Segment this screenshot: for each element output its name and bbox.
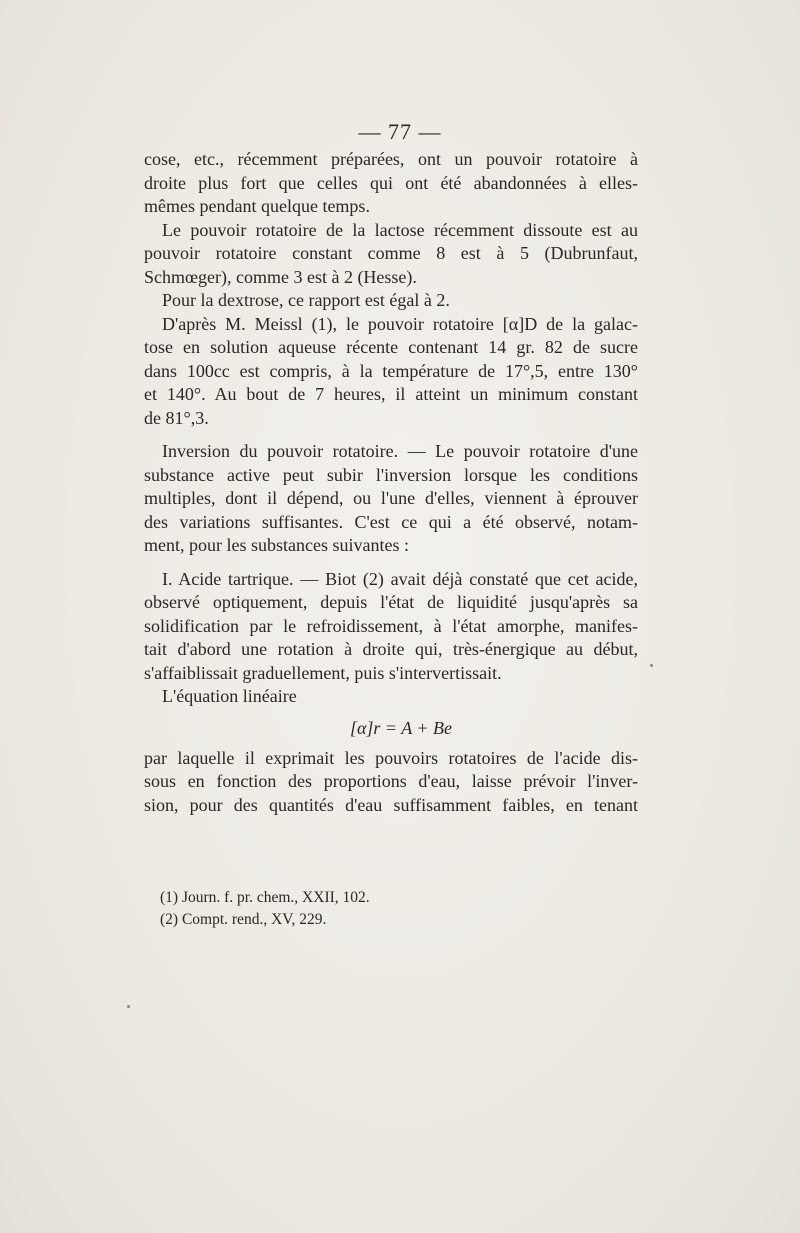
text-line: D'après M. Meissl (1), le pouvoir rotatoire [α]D de la galac- xyxy=(162,313,638,334)
text-line: Schmœger), comme 3 est à 2 (Hesse). xyxy=(144,266,417,287)
subsection-heading-line: I. Acide tartrique. — Biot (2) avait déjà constaté que cet acide, xyxy=(162,568,638,589)
text-line: Pour la dextrose, ce rapport est égal à 2. xyxy=(162,290,450,310)
text-line: tait d'abord une rotation à droite qui, très-énergique au début, xyxy=(144,639,638,659)
text-line: ment, pour les substances suivantes : xyxy=(144,535,409,555)
text-line: cose, etc., récemment préparées, ont un pouvoir rotatoire à xyxy=(144,149,638,169)
page-number: — 77 — xyxy=(358,119,442,144)
text-line: de 81°,3. xyxy=(144,407,209,428)
text-line: multiples, dont il dépend, ou l'une d'elles, viennent à éprouver xyxy=(144,488,638,508)
text-line: et 140°. Au bout de 7 heures, il atteint un minimum constant xyxy=(144,384,638,404)
text-line: sous en fonction des proportions d'eau, laisse prévoir l'inver- xyxy=(144,771,638,791)
text-line: tose en solution aqueuse récente contenant 14 gr. 82 de sucre xyxy=(144,337,638,357)
text-line: observé optiquement, depuis l'état de liquidité jusqu'après sa xyxy=(144,592,638,612)
text-line: Le pouvoir rotatoire de la lactose récemment dissoute est au xyxy=(162,219,638,240)
text-line: pouvoir rotatoire constant comme 8 est à 5 (Dubrunfaut, xyxy=(144,243,638,263)
section-heading-line: Inversion du pouvoir rotatoire. — Le pouvoir rotatoire d'une xyxy=(162,441,638,461)
text-line: s'affaiblissait graduellement, puis s'intervertissait. xyxy=(144,662,502,683)
footnote: (2) Compt. rend., XV, 229. xyxy=(160,911,327,928)
text-line: dans 100cc est compris, à la température de 17°,5, entre 130° xyxy=(144,360,638,381)
footnotes xyxy=(160,887,560,931)
footnote: (1) Journ. f. pr. chem., XXII, 102. xyxy=(160,889,370,906)
text-line: par laquelle il exprimait les pouvoirs rotatoires de l'acide dis- xyxy=(144,747,638,768)
paper-speck xyxy=(127,1005,130,1008)
text-line: L'équation linéaire xyxy=(162,686,297,706)
paper-speck xyxy=(650,664,653,667)
text-line: substance active peut subir l'inversion lorsque les conditions xyxy=(144,464,638,485)
text-line: droite plus fort que celles qui ont été abandonnées à elles- xyxy=(144,172,638,193)
text-line: sion, pour des quantités d'eau suffisamment faibles, en tenant xyxy=(144,794,638,815)
equation: [α]r = A + Be xyxy=(349,717,453,738)
text-line: des variations suffisantes. C'est ce qui a été observé, notam- xyxy=(144,511,638,532)
text-line: solidification par le refroidissement, à l'état amorphe, manifes- xyxy=(144,615,638,636)
text-line: mêmes pendant quelque temps. xyxy=(144,196,370,216)
body-text xyxy=(144,148,638,817)
